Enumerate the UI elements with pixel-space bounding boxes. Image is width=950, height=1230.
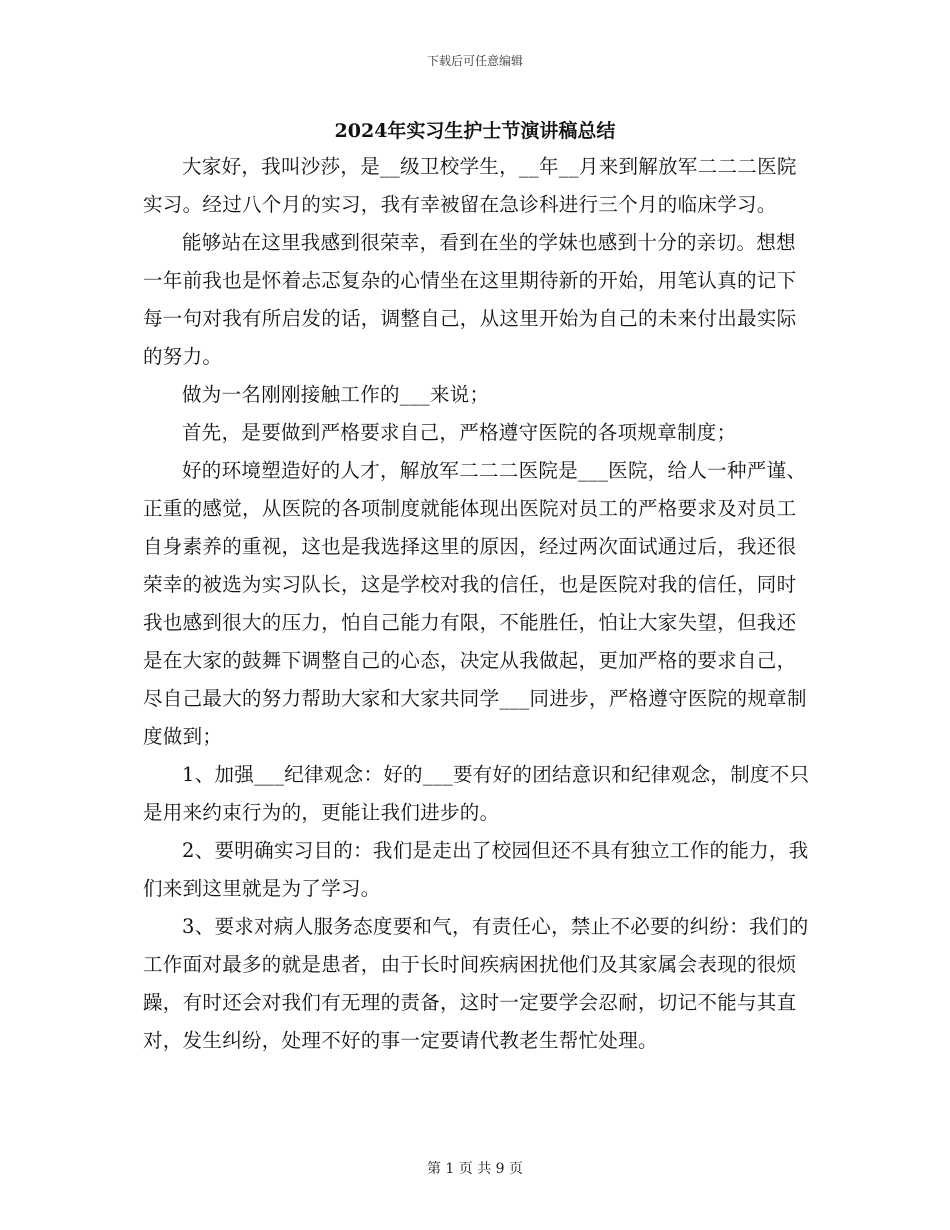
paragraph-item-1: 1、加强___纪律观念：好的___要有好的团结意识和纪律观念，制度不只是用来约束行为的，更能让我们进步的。 xyxy=(143,763,810,824)
paragraph-item-3: 3、要求对病人服务态度要和气，有责任心，禁止不必要的纠纷：我们的工作面对最多的就是患者，由于长时间疾病困扰他们及其家属会表现的很烦躁，有时还会对我们有无理的责备，这时一定要学会忍耐，切记不能与其直对，发生纠纷，处理不好的事一定要请代教老生帮忙处理。 xyxy=(143,915,809,1052)
paragraph-item-2: 2、要明确实习目的：我们是走出了校园但还不具有独立工作的能力，我们来到这里就是为了学习。 xyxy=(143,839,809,900)
header-note: 下载后可任意编辑 xyxy=(426,54,523,68)
paragraph-honor: 能够站在这里我感到很荣幸，看到在坐的学妹也感到十分的亲切。想想一年前我也是怀着忐忑复杂的心情坐在这里期待新的开始，用笔认真的记下每一句对我有所启发的话，调整自己，从这里开始为自己的未来付出最实际的努力。 xyxy=(143,231,797,368)
document-body xyxy=(143,148,813,1060)
paragraph-environment: 好的环境塑造好的人才，解放军二二二医院是___医院，给人一种严谨、正重的感觉，从医院的各项制度就能体现出医院对员工的严格要求及对员工自身素养的重视，这也是我选择这里的原因，经过两次面试通过后，我还很荣幸的被选为实习队长，这是学校对我的信任，也是医院对我的信任，同时我也感到很大的压力，怕自己能力有限，不能胜任，怕让大家失望，但我还是在大家的鼓舞下调整自己的心态，决定从我做起，更加严格的要求自己，尽自己最大的努力帮助大家和大家共同学___同进步，严格遵守医院的规章制度做到； xyxy=(143,459,807,748)
paragraph-as-newcomer: 做为一名刚刚接触工作的___来说； xyxy=(182,383,490,406)
document-title: 2024年实习生护士节演讲稿总结 xyxy=(334,120,616,142)
page-number: 第 1 页 共 9 页 xyxy=(426,1161,524,1177)
paragraph-intro: 大家好，我叫沙莎，是__级卫校学生，__年__月来到解放军二二二医院实习。经过八个月的实习，我有幸被留在急诊科进行三个月的临床学习。 xyxy=(143,155,797,216)
paragraph-first: 首先，是要做到严格要求自己，严格遵守医院的各项规章制度； xyxy=(182,421,737,444)
